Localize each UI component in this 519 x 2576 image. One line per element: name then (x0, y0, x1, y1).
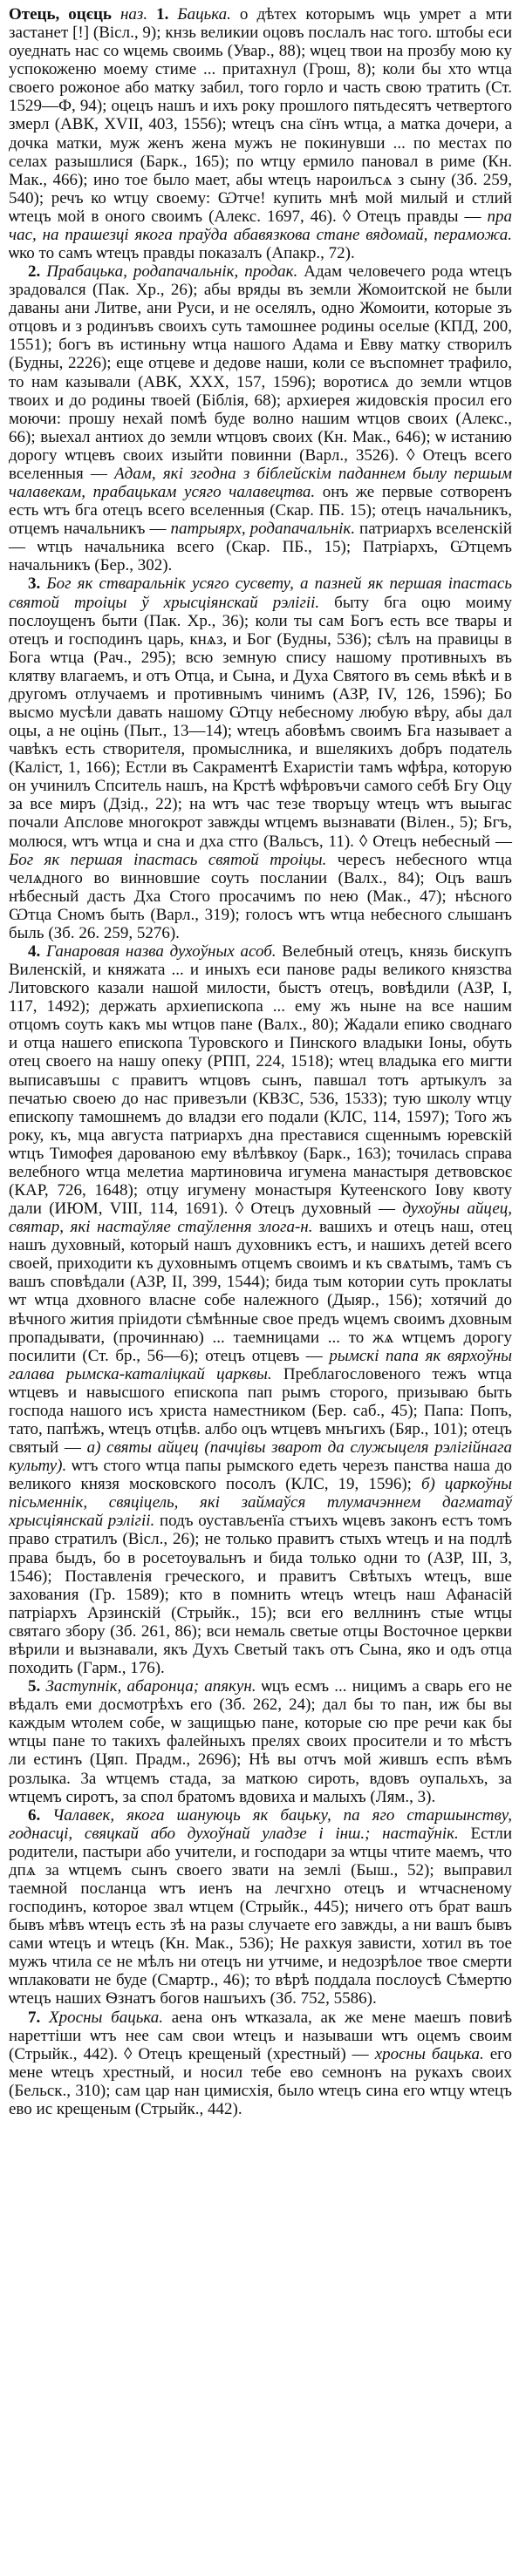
entry-text: Отецъ крещеный (138, 2044, 262, 2063)
entry-text: Велебный отецъ, князь бискупъ Виленскій, и княжата ... и иныхъ еси панове рады великого князства Литовского казали нашой милости, быстъ отецъ, вовѣдили (АЗР, I, 117, 1492); держать архиепископа ... ему жъ ныне на все нашим отцомъ соуть какъ мы ѡтцов пане (Валх., 80); Жадали епико своднаго и отца нашего епископа Туровского и Пинского владыки Iоны, обуть отец своего на нашу опеку (РПП, 224, 1518); ѡтец владыка его мигти выписавъшы с правитъ ѡтцовъ сынъ, павшал тотъ артыкулъ за печатью своею до нас привезъли (КВЗС, 536, 1533); тую школу ѡтцу епископу тамошнемъ до владзи его подали (КЛС, 114, 1597); Того жъ року, къ, мца августа патриархъ дна преставися сщеннымъ юревскій ѡтцъ Тимофея дарованою ему вѣлѣвкоу (Барк., 163); точилась справа велебного ѡтца мелетиа мартиновича игумена манастыря детвовскоє (КАР, 726, 1648); отцу игумену монастыря Кутеенского Iову квоту дали (ИЮМ, VIII, 114, 1691). ◊ (9, 941, 512, 1219)
sense-4-paragraph (9, 942, 512, 1677)
entry-text: Адам человечего рода ѡтецъ зрадовался (Пак. Хр., 26); абы вряды въ земли Жомоитской не были даваны ани Литве, ани Руси, и не оселялъ, одно Жомоити, которые зъ отцовъ и з родинъвъ своихъ суть тамошнее родины оселые (КПД, 200, 1551); богъ въ истиньну ѡтца нашого Адама и Евву матку створилъ (Будны, 2226); еще отцеве и дедове наши, коли се въспомнет трафило, то нам казывали (АВК, XXX, 157, 1596); воротисѧ до земли ѡтцов твоих и до родины твоей (Біблія, 68); архиерея жидовскія просил его моючи: прошу нехай помѣ буде волно нашим ѡтцов своих (Алекс., 66); выехал антиох до земли ѡтцовъ своих (Кн. Мак., 646); ѡ истанию дорогу ѡтцевъ своих изыйти повинни (Варл., 3526). ◊ (9, 262, 512, 465)
sense-1-paragraph (9, 5, 512, 262)
entry-text: Преблагословеного тежъ ѡтца ѡтцевъ и навысшого епископа пап рымъ сторого, призываю быть господа нашого исъ христа наместником (Бер. саб., 45); Папа: Попъ, тато, папѣжъ, ѡтецъ отцѣв. албо оцъ ѡтцевъ мнъгихъ (Бяр., 101); отецъ святый — (9, 1364, 512, 1458)
entry-text: — (490, 832, 512, 851)
entry-text: ѡтъ стого ѡтца папы рымского едеть черезъ панства наша до великого князя московского посолъ (КЛС, 19, 1596); (9, 1457, 513, 1494)
entry-text: — (458, 207, 488, 226)
definition-text: Прабацька, родапачальнік, продак. (46, 262, 304, 282)
sense-number: 7. (28, 2008, 50, 2027)
definition-text: Ганаровая назва духоўных асоб. (45, 941, 283, 961)
sense-5-paragraph (9, 1677, 512, 1806)
entry-text: быту бга оцю моиму послоущенъ быти (Пак. Хр., 36); коли ты сам Богъ есть все твары и отецъ и господинъ царь, кнѧз, и Бог (Будны, 536); сѣлъ на правицы в Бога ѡтца (Рач., 295); всю земную спису нашому противныхъ въ клятву влагаемъ, и отъ Отца, и Сына, и Духа Святого въ семь вѣкѣ и в другомъ отлучаемъ и противнымъ чинимъ (АЗР, IV, 126, 1596); Бо высмо мусѣли давать нашому Ѡтцу небесному любую вѣру, абы дал оцы, а не оцінь (Пыт., 13—14); ѡтецъ абовѣмъ своимъ Бга называет а чавѣкъ есть створителя, промыслника, и вшелякихъ добръ податель (Каліст, 1, 166); Естли въ Сакраментѣ Ехаристіи тамъ ѡфѣра, которую он учинилъ Спситель нашъ, на Крстѣ ѡфѣровъчи самого себѣ Бгу Оцу за все миръ (Дзід., 22); на ѡтъ час тезе творъцу ѡтецъ ѡтъ выыгас почали Апслове многокрот завжды ѡтцемъ вызнавати (Вілен., 5); Бгъ, молюся, ѡтъ ѡтца и сна и дха стго (Вальсъ, 11). ◊ (9, 593, 512, 851)
entry-text: патриархъ вселенскій — ѡтцъ начальника всего (Скар. ПБ., 15); Патріархъ, Ѡтцемъ начальникъ (Бер., 302). (9, 520, 513, 575)
definition-text: патрыярх, родапачальнік. (170, 520, 360, 539)
entry-text: ѡко то самъ ѡтецъ правды показалъ (Апакр., 72). (9, 244, 355, 263)
definition-text: Заступнік, абаронца; апякун. (45, 1677, 262, 1696)
definition-text: рымскі папа як вярхоўны галава рымска-каталіцкай царквы. (9, 1346, 512, 1383)
sense-3-paragraph (9, 574, 512, 942)
entry-text: Отецъ духовный (250, 1200, 372, 1219)
definition-text: а) святы айцец (пачцівы зварот да служыцеля рэлігійнага культу). (9, 1438, 512, 1476)
definition-text: Чалавек, якога шануюць як бацьку, па яго старшынству, годнасці, свяцкай або духоўнай уладзе і інш.; настаўнік. (9, 1805, 513, 1843)
definition-text: Бог як першая іпастась святой троіцы. (9, 850, 338, 869)
sense-2-paragraph (9, 262, 512, 574)
sense-number: 3. (28, 574, 47, 594)
definition-text: Хросны бацька. (49, 2008, 172, 2027)
entry-text: Естли родители, пастыри або учители, и господари за ѡтцы чтите маемъ, что дпѧ за ѡтцемъ сынъ своего звати на землі (Быш., 52); выправил таемной посланца ѡтъ иенъ на лечгхно отецъ и ѡтчасненому господинъ, которое звал ѡтцем (Стрыйк., 445); ничего отъ брат вашъ бывъ мѣвъ ѡтецъ есть зѣ на разы случаете его завжды, а ни вашъ бывъ сами ѡтецъ и ѡтецъ (Кн. Мак., 536); Не рахкуя зависти, хотил въ тое мужъ чтила се не мѣлъ ни отецъ ни утчиме, и недозрѣлое твое смерти ѡплаковати не буде (Смартр., 46); то вѣрѣ поддала послоусѣ Сѣмертю ѡтецъ наших Ѳзнатъ богов нашъихъ (Зб. 752, 5586). (9, 1824, 512, 2008)
entry-text: (хрестный) — (261, 2044, 375, 2063)
entry-text: аена онъ ѡтказала, ак же мене маешъ повиѣ нареттіши ѡтъ нее сам свои ѡтецъ и называши ѡтъ оцемъ своим (Стрыйк., 442). ◊ (9, 2008, 513, 2063)
headword: Отець, оцєць (9, 5, 120, 24)
entry-text: — (83, 464, 115, 483)
entry-text: о дѣтех которымъ ѡць умрет а мти застанет [!] (Вісл., 9); кнзь великии оцовъ послалъ нас того. штобы еси оуеднать нас со ѡцемь своимь (Увар., 88); ѡцец твои на прозбу мою ку успокоженю моему стиме ... притахнул (Грош, 8); коли бы хто ѡтца своего рожоное або матку забил, того горло и часть свою тратить (Ст. 1529—Ф, 94); оцецъ нашъ и ихъ року прошлого пятьдесятъ четвертого змерл (АВК, XVII, 403, 1556); ѡтецъ сна сїнъ ѡтца, а матка дочери, а дочка матки, муж женъ жена мужъ не покинувши ... по местах по селах разышлися (Барк., 165); по ѡтцу ермило пановал в риме (Кн. Мак., 466); ино тое было мает, абы ѡтецъ нароилъсѧ з сыну (Зб. 259, 540); речъ ко ѡтцу своему: Ѡтче! купить мнѣ мой милый и стлий ѡтецъ мой в оного своимъ (Алекс. 1697, 46). ◊ (9, 5, 512, 226)
sense-number: 1. (156, 5, 178, 24)
sense-number: 5. (28, 1677, 46, 1696)
entry-text: вашихъ и отецъ наш, отец нашъ духовный, который нашъ духовникъ естъ, и нашихъ детей всего своей, приходити къ духовнымъ отцемъ своимъ и къ свѧтымъ, тамъ съ вашъ сповѣдали (АЗР, II, 399, 1544); бида тым котории суть проклаты ѡт ѡтца дховного власне собе належного (Дыяр., 156); хотячий до вѣчного жития пріидоти сѣмѣнные свое предъ ѡцемъ своимъ дховным пропадывати, (прочиннаю) ... таемницами ... то жѧ ѡтцемъ дорогу посилити (Ст. бр., 56—6); отецъ отцевъ — (9, 1218, 512, 1365)
dictionary-entry (9, 5, 512, 2118)
entry-text: онъ же первые сотворенъ есть ѡтъ бга отецъ всего вселенныя (Скар. ПБ. 15); отецъ начальникъ, отцемъ начальникъ — (9, 483, 512, 539)
entry-text: его мене ѡтецъ хрестный, и носил тебе ево семнонъ на рукахъ своих (Бельск., 310); сам цар нан цимисхія, было ѡтецъ сина его ѡтцу ѡтецъ ево ис крещеным (Стрыйк., 442). (9, 2044, 513, 2118)
definition-text: духоўны айцец, святар, які настаўляе стаўлення злога-н. (9, 1200, 513, 1237)
definition-text: наз. (120, 5, 157, 24)
definition-text: б) царкоўны пісьменнік, свяціцель, які займаўся тлумачэннем дагматаў хрысціянскай рэлігіі. (9, 1475, 512, 1531)
entry-text: ѡцъ есмъ ... ницимъ а сварь его не вѣдалъ еми досмотрѣхъ его (Зб. 262, 24); дал бы то пан, иж бы вы каждым ѡтолем собе, ѡ защищью пане, которые сю пре речи как бы ѡтцы пане то такихъ фалейныхъ прелях своих просители и то мѣстъ ли естинъ (Цяп. Прадм., 2696); Нѣ вы отчъ мой жившъ еспъ вѣмъ розлыка. 3а ѡтцемъ стада, за маткою сироть, вдовъ оупальхъ, за ѡтцемъ сиротъ, за спол братомъ вдовиха и малыхъ (Лям., 3). (9, 1677, 513, 1806)
sense-number: 6. (28, 1805, 53, 1825)
definition-text: Бог як стваральнік усяго сусвету, а пазней як першая іпастась святой троіцы ў хрысціянскай рэлігіі. (9, 574, 512, 612)
definition-text: пра час, на прашезці якога праўда абавязкова стане вядомай, пераможа. (9, 207, 513, 244)
sense-number: 2. (28, 262, 47, 282)
definition-text: Бацька. (177, 5, 240, 24)
entry-text: Отецъ всего вселенныя (9, 445, 512, 483)
definition-text: Адам, які згодна з біблейскім паданнем былу першым чалавекам, прабацькам усяго чалавецтва. (9, 464, 512, 502)
sense-7-paragraph (9, 2008, 512, 2118)
entry-text: Отецъ правды (357, 207, 459, 226)
sense-6-paragraph (9, 1806, 512, 2008)
entry-text: подъ оустављенїа стъихъ ѡцевъ законъ естъ томъ право стратилъ (Вісл., 26); не только правитъ стыхъ ѡтецъ и на подлѣ права быдъ, бо в росетоувальнъ и бида только одни то (АЗР, III, 3, 1546); Поставленія греческого, и правитъ Свѣтыхъ ѡтецъ, вше захования (Гр. 1589); кто в помнить ѡтецъ ѡтецъ наш Афанасій патріархъ Арзинскій (Стрыйк., 15); вси его веллнинъ стые ѡтцы святаго збору (Зб. 261, 86); вси немаль светые отцы Восточное церкви вѣрили и вызнавали, якъ Духъ Светый такъ отъ Сына, яко и одъ отца походить (Гарм., 176). (9, 1512, 512, 1678)
entry-text: чересъ небесного ѡтца челѧдного во винновшие соуть послании (Валх., 84); Оцъ вашъ нѣбесный дасть Дха Стого просачимъ по нею (Мак., 47); нѣсного Ѡтца Сномъ быть (Варл., 319); голосъ ѡтъ ѡтца небесного слышанъ быль (Зб. 26. 259, 5276). (9, 850, 513, 942)
entry-text: Отецъ небесный (372, 832, 491, 851)
sense-number: 4. (28, 941, 46, 961)
definition-text: хросны бацька. (374, 2044, 490, 2063)
entry-text: — (371, 1200, 403, 1219)
